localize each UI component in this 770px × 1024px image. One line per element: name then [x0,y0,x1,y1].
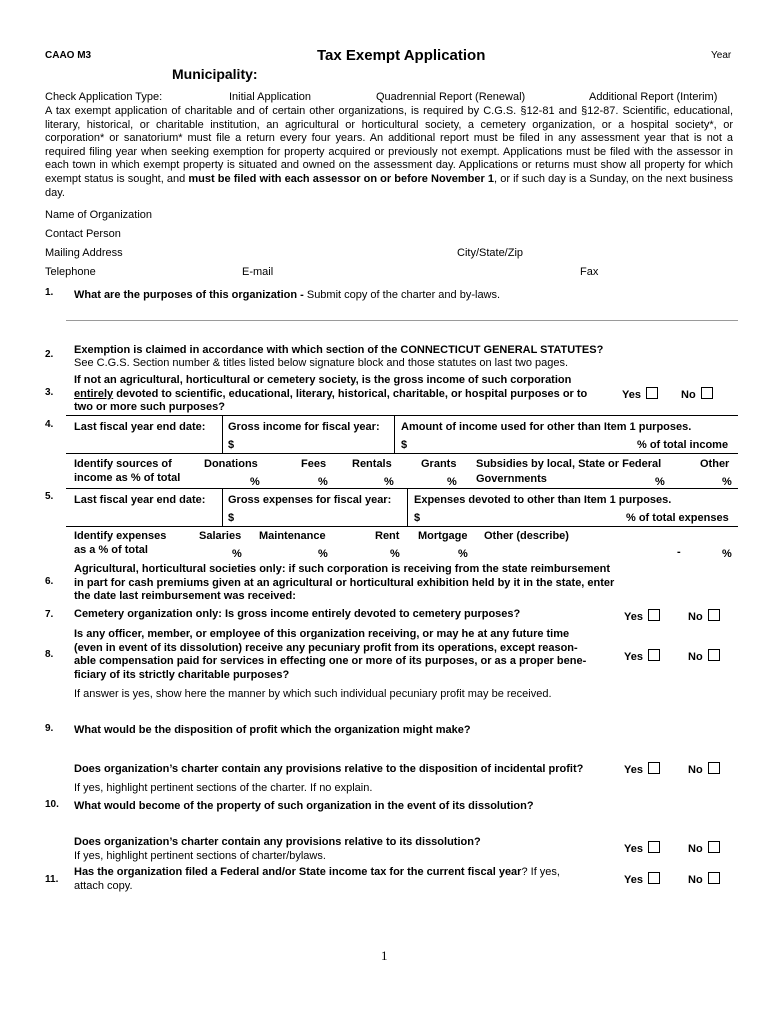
q10-answer-line-input[interactable] [66,819,738,831]
q8-answer-input[interactable] [66,707,738,719]
salaries-pct-input[interactable] [194,545,230,557]
dollar-sign: $ [401,439,408,451]
q8-subtext: If answer is yes, show here the manner by which such individual pecuniary profit may be received. [74,688,552,700]
q8-no[interactable]: No [688,649,720,663]
org-name-label: Name of Organization [45,209,152,221]
q9-explain-input[interactable] [392,781,738,793]
q5-fiscal-label: Last fiscal year end date: [74,494,206,506]
contact-person-label: Contact Person [45,228,121,240]
other-expense-pct-input[interactable] [684,545,720,557]
email-input[interactable] [286,266,571,278]
q9-charter-text: Does organization’s charter contain any provisions relative to the disposition of incidental profit? [74,763,584,775]
question-number: 6. [45,576,54,587]
percent-sign: % [384,476,394,488]
additional-report-checkbox[interactable] [554,90,586,101]
maintenance-pct-input[interactable] [278,545,316,557]
question-number: 7. [45,609,54,620]
divider [66,488,738,489]
q9-text: What would be the disposition of profit which the organization might make? [74,724,471,736]
year-input[interactable] [657,49,707,61]
divider [222,488,223,527]
percent-sign: % [318,548,328,560]
checkbox-icon [708,649,720,661]
percent-sign: % [655,476,665,488]
q9-answer-input[interactable] [66,745,738,757]
mortgage-pct-input[interactable] [420,545,456,557]
question-number: 3. [45,387,54,398]
page-title: Tax Exempt Application [317,47,486,64]
other-describe-input[interactable] [576,528,738,540]
q11-text: Has the organization filed a Federal and/or State income tax for the current fiscal year? If yes, attach copy. [74,866,560,892]
q2-subtext: See C.G.S. Section number & titles listed below signature block and those statutes on last two pages. [74,357,569,369]
q5-identify-label: Identify expenses as a % of total [74,530,167,556]
subsidies-label: Subsidies by local, State or Federal [476,458,662,470]
other-describe-label: Other (describe) [484,530,569,542]
q10-text: What would become of the property of such organization in the event of its dissolution? [74,800,534,812]
contact-person-input[interactable] [165,228,545,240]
question-number: 1. [45,287,54,298]
q9-subtext: If yes, highlight pertinent sections of the charter. If no explain. [74,782,373,794]
intro-paragraph: A tax exempt application of charitable and of certain other organizations, is required by C.G.S. §12-81 and §12-87. Scientific, educational, literary, historical, or charitable institution, an agricultural or horticultural society, a cemetery organization, or a hospital society*, or corporation* or sanatorium* must file a return every four years. An additional report must be filed in any assessment year that is not a required filing year when seeking exemption for property acquired or previously not exempt. Applications must be filed with the assessor in each town in which exempt property is situated and owned on the assessment day. Applications or returns must show all property for which exempt status is sought, and must be filed with each assessor on or before November 1, or if such day is a Sunday, on the next business day. [45,105,733,199]
checkbox-icon [648,841,660,853]
answer-line [66,320,738,321]
q4-pct-total-income: % of total income [637,439,729,451]
quadrennial-report-label: Quadrennial Report (Renewal) [376,91,526,103]
checkbox-icon [648,762,660,774]
q5-gross-expenses-label: Gross expenses for fiscal year: [228,494,392,506]
other-label: Other [700,458,730,470]
q9-yes[interactable]: Yes [624,762,660,776]
divider [66,453,738,454]
q3-no[interactable]: No [681,387,713,401]
percent-sign: % [458,548,468,560]
checkbox-icon [648,649,660,661]
other-describe-detail-input[interactable] [484,545,674,557]
org-name-input[interactable] [165,209,738,221]
rent-pct-input[interactable] [352,545,388,557]
salaries-label: Salaries [199,530,242,542]
q5-expenses-other-label: Expenses devoted to other than Item 1 purposes. [414,494,672,506]
q7-yes[interactable]: Yes [624,609,660,623]
q10-charter-text: Does organization’s charter contain any provisions relative to its dissolution? [74,836,481,848]
q9-no[interactable]: No [688,762,720,776]
question-number: 11. [45,874,59,885]
application-type-label: Check Application Type: [45,91,163,103]
q2-answer-input[interactable] [625,357,738,369]
municipality-input[interactable] [273,68,642,81]
divider [66,526,738,527]
mortgage-label: Mortgage [418,530,468,542]
q10-no[interactable]: No [688,841,720,855]
percent-sign: % [232,548,242,560]
checkbox-icon [646,387,658,399]
percent-sign: % [250,476,260,488]
dollar-sign: $ [414,512,421,524]
q10-yes[interactable]: Yes [624,841,660,855]
initial-application-label: Initial Application [229,91,311,103]
checkbox-icon [701,387,713,399]
fax-label: Fax [580,266,599,278]
other-pct-input[interactable] [684,473,720,485]
q10-subtext: If yes, highlight pertinent sections of charter/bylaws. [74,850,326,862]
q3-yes[interactable]: Yes [622,387,658,401]
q10-answer-input[interactable] [556,800,738,812]
q11-no[interactable]: No [688,872,720,886]
grants-pct-input[interactable] [409,473,445,485]
divider [407,488,408,527]
form-code: CAAO M3 [45,50,92,61]
dollar-sign: $ [228,439,235,451]
percent-sign: % [722,476,732,488]
question-number: 8. [45,649,54,660]
question-number: 4. [45,419,54,430]
quadrennial-report-checkbox[interactable] [341,90,373,101]
checkbox-icon [648,872,660,884]
rentals-pct-input[interactable] [346,473,382,485]
percent-sign: % [447,476,457,488]
q7-text: Cemetery organization only: Is gross income entirely devoted to cemetery purposes? [74,608,521,620]
grants-label: Grants [421,458,457,470]
dollar-sign: $ [228,512,235,524]
subsidies-pct-input[interactable] [617,473,653,485]
checkbox-icon [708,609,720,621]
divider [394,415,395,454]
q11-yes[interactable]: Yes [624,872,660,886]
checkbox-icon [708,762,720,774]
question-number: 9. [45,723,54,734]
rentals-label: Rentals [352,458,392,470]
mailing-address-label: Mailing Address [45,247,123,259]
q1-answer-input[interactable] [538,288,738,300]
checkbox-icon [648,609,660,621]
q1-text: What are the purposes of this organization - Submit copy of the charter and by-laws. [74,289,501,301]
percent-sign: % [722,548,732,560]
q4-amount-other-label: Amount of income used for other than Item 1 purposes. [401,421,692,433]
dash: - [677,546,681,558]
fax-input[interactable] [608,266,738,278]
municipality-label: Municipality: [172,66,258,82]
checkbox-icon [708,872,720,884]
donations-pct-input[interactable] [212,473,248,485]
fees-pct-input[interactable] [280,473,316,485]
q7-no[interactable]: No [688,609,720,623]
q6-date-input[interactable] [612,591,738,603]
initial-application-checkbox[interactable] [194,90,226,101]
q4-fiscal-label: Last fiscal year end date: [74,421,206,433]
percent-sign: % [390,548,400,560]
divider [66,415,738,416]
q4-identify-label: Identify sources of income as % of total [74,458,181,484]
question-number: 5. [45,491,54,502]
fees-label: Fees [301,458,327,470]
checkbox-icon [708,841,720,853]
maintenance-label: Maintenance [259,530,326,542]
telephone-input[interactable] [110,266,235,278]
city-state-zip-label: City/State/Zip [457,247,524,259]
percent-sign: % [318,476,328,488]
q8-text: Is any officer, member, or employee of this organization receiving, or may he at any future time (even in event of its dissolution) receive any pecuniary profit from its operations, except reason- able compensation paid for services in effecting one or more of its purposes, or as a proper bene- ficiary of its strictly charitable purposes? [74,628,587,681]
q6-text: Agricultural, horticultural societies only: if such corporation is receiving from the state reimbursement in part for cash premiums given at an agricultural or horticultural exhibition held by it in the state, enter the date last reimbursement was received: [74,563,615,603]
email-label: E-mail [242,266,274,278]
divider [222,415,223,454]
year-label: Year [711,50,732,61]
q2-text: Exemption is claimed in accordance with which section of the CONNECTICUT GENERAL STATUTES? [74,344,604,356]
city-state-zip-input[interactable] [530,247,738,259]
question-number: 10. [45,799,59,810]
q3-text: If not an agricultural, horticultural or cemetery society, is the gross income of such corporation entirely devoted to scientific, educational, literary, historical, charitable, or hospital purposes or to two or more such purposes? [74,374,588,414]
q8-yes[interactable]: Yes [624,649,660,663]
additional-report-label: Additional Report (Interim) [589,91,718,103]
q4-gross-income-label: Gross income for fiscal year: [228,421,380,433]
page-number: 1 [381,948,388,963]
governments-label: Governments [476,473,547,485]
telephone-label: Telephone [45,266,96,278]
rent-label: Rent [375,530,400,542]
question-number: 2. [45,349,54,360]
donations-label: Donations [204,458,258,470]
q5-pct-total-expenses: % of total expenses [626,512,729,524]
mailing-address-input[interactable] [165,247,450,259]
